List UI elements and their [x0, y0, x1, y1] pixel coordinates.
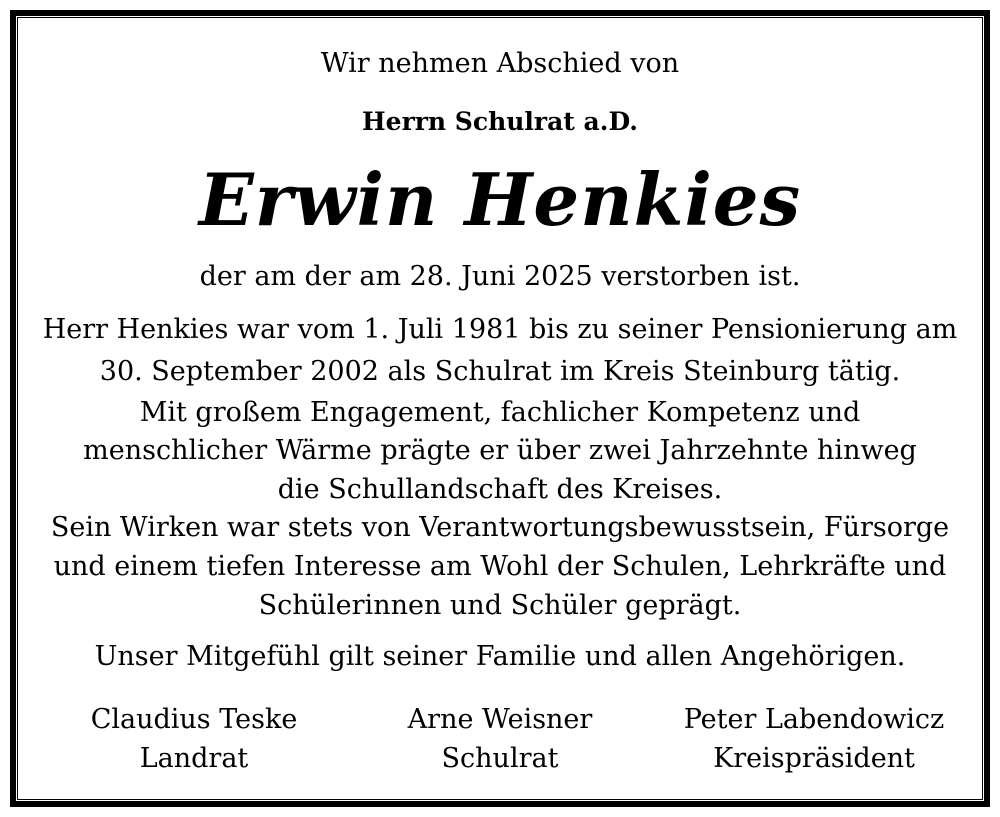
notice-intro: Wir nehmen Abschied von: [320, 48, 680, 79]
paragraph-line: Herr Henkies war vom 1. Juli 1981 bis zu seiner Pensionierung am: [42, 314, 958, 345]
condolence-line: Unser Mitgefühl gilt seiner Familie und allen Angehörigen.: [94, 641, 906, 672]
signatory-block: [350, 700, 650, 778]
deceased-title: Herrn Schulrat a.D.: [362, 107, 638, 136]
paragraph-line: die Schullandschaft des Kreises.: [277, 474, 723, 505]
paragraph-line: Schülerinnen und Schüler geprägt.: [258, 590, 742, 621]
deceased-name: Erwin Henkies: [198, 157, 802, 242]
paragraph-line: und einem tiefen Interesse am Wohl der Schulen, Lehrkräfte und: [53, 551, 947, 582]
signatory-name: Peter Labendowicz: [683, 704, 945, 735]
signatory-block: [664, 700, 964, 778]
paragraph-line: Sein Wirken war stets von Verantwortungsbewusstsein, Fürsorge: [50, 512, 950, 543]
signatory-name: Claudius Teske: [90, 704, 298, 735]
signatory-role: Kreispräsident: [713, 743, 915, 774]
paragraph-line: menschlicher Wärme prägte er über zwei Jahrzehnte hinweg: [83, 435, 917, 466]
signatory-block: [44, 700, 344, 778]
signatory-name: Arne Weisner: [407, 704, 593, 735]
paragraph-line: Mit großem Engagement, fachlicher Kompetenz und: [139, 397, 861, 428]
paragraph-line: 30. September 2002 als Schulrat im Kreis Steinburg tätig.: [99, 356, 901, 387]
death-date-line: der am der am 28. Juni 2025 verstorben ist.: [199, 261, 801, 292]
signatory-role: Landrat: [139, 743, 249, 774]
signatory-role: Schulrat: [441, 743, 559, 774]
